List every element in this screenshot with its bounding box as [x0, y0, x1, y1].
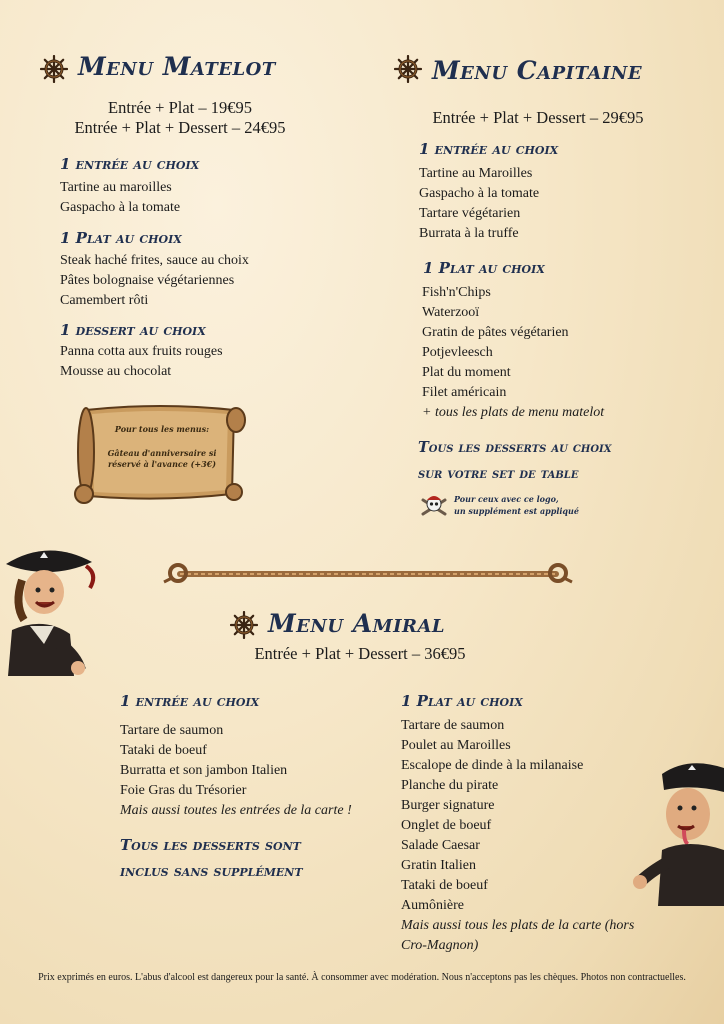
list-item: Waterzooï	[422, 305, 480, 320]
capitaine-plats-heading: 1 Plat au choix	[423, 259, 545, 277]
amiral-entrees-list	[120, 721, 352, 821]
footer-disclaimer: Prix exprimés en euros. L'abus d'alcool est dangereux pour la santé. À consommer avec modération. Nous n'acceptons pas les chèques. Photos non contractuelles.	[38, 972, 686, 983]
menu-amiral-title: Menu Amiral	[268, 609, 446, 638]
amiral-desserts-line1: Tous les desserts sont	[120, 836, 301, 854]
list-item: Burratta et son jambon Italien	[120, 763, 288, 778]
capitaine-price-line: Entrée + Plat + Dessert – 29€95	[432, 108, 644, 127]
matelot-desserts-heading: 1 dessert au choix	[60, 321, 206, 339]
menu-matelot-title: Menu Matelot	[78, 52, 276, 81]
list-item: Pâtes bolognaise végétariennes	[60, 273, 235, 288]
matelot-plats-list	[60, 251, 249, 311]
list-item: Tataki de boeuf	[120, 743, 207, 758]
list-item: Gratin Italien	[401, 858, 477, 873]
capitaine-desserts-line2: sur votre set de table	[418, 465, 579, 482]
list-item-note: Mais aussi toutes les entrées de la carte !	[120, 803, 352, 818]
pirate-sailor-illustration	[632, 758, 724, 906]
list-item: Tartine au Maroilles	[419, 166, 533, 181]
birthday-scroll	[72, 402, 248, 506]
capitaine-desserts-line1: Tous les desserts au choix	[418, 439, 612, 456]
list-item: Plat du moment	[422, 365, 511, 380]
matelot-desserts-list	[60, 342, 223, 382]
rope-divider	[160, 560, 576, 588]
supplement-note-line1: Pour ceux avec ce logo,	[454, 494, 559, 504]
list-item: Onglet de boeuf	[401, 818, 492, 833]
list-item: Tartare de saumon	[120, 723, 224, 738]
matelot-price-line1: Entrée + Plat – 19€95	[107, 98, 253, 117]
list-item: Panna cotta aux fruits rouges	[60, 344, 223, 359]
list-item: Potjevleesch	[422, 345, 493, 360]
list-item: Camembert rôti	[60, 293, 149, 308]
matelot-plats-heading: 1 Plat au choix	[60, 229, 182, 247]
ship-wheel-icon	[394, 55, 422, 83]
skull-crossbones-icon	[420, 492, 448, 518]
list-item: Gaspacho à la tomate	[419, 186, 540, 201]
list-item: Escalope de dinde à la milanaise	[401, 758, 584, 773]
list-item-note: + tous les plats de menu matelot	[422, 405, 605, 420]
matelot-price-line2: Entrée + Plat + Dessert – 24€95	[74, 118, 286, 137]
list-item: Mousse au chocolat	[60, 364, 172, 379]
list-item: Tartare de saumon	[401, 718, 505, 733]
list-item-note: Mais aussi tous les plats de la carte (hors	[401, 918, 635, 933]
scroll-line2: Gâteau d'anniversaire si réservé à l'avance (+3€)	[107, 448, 217, 469]
list-item: Planche du pirate	[401, 778, 499, 793]
amiral-plats-heading: 1 Plat au choix	[401, 692, 523, 710]
ship-wheel-icon	[40, 55, 68, 83]
amiral-desserts-line2: inclus sans supplément	[120, 862, 303, 880]
list-item: Filet américain	[422, 385, 507, 400]
capitaine-plats-list	[422, 283, 604, 423]
list-item: Tartine au maroilles	[60, 180, 172, 195]
list-item: Tartare végétarien	[419, 206, 521, 221]
list-item: Foie Gras du Trésorier	[120, 783, 247, 798]
list-item: Poulet au Maroilles	[401, 738, 511, 753]
amiral-entrees-heading: 1 entrée au choix	[120, 692, 260, 710]
list-item: Burrata à la truffe	[419, 226, 519, 241]
ship-wheel-icon	[230, 611, 258, 639]
amiral-plats-list	[401, 716, 634, 956]
matelot-entrees-list	[60, 178, 180, 218]
list-item: Gaspacho à la tomate	[60, 200, 181, 215]
list-item: Gratin de pâtes végétarien	[422, 325, 569, 340]
list-item-note: Cro-Magnon)	[401, 938, 479, 953]
supplement-note-line2: un supplément est appliqué	[454, 506, 579, 516]
list-item: Fish'n'Chips	[422, 285, 491, 300]
list-item: Salade Caesar	[401, 838, 480, 853]
scroll-line1: Pour tous les menus:	[114, 424, 210, 434]
list-item: Tataki de boeuf	[401, 878, 488, 893]
list-item: Burger signature	[401, 798, 495, 813]
list-item: Steak haché frites, sauce au choix	[60, 253, 249, 268]
amiral-price-line: Entrée + Plat + Dessert – 36€95	[254, 644, 466, 663]
capitaine-entrees-heading: 1 entrée au choix	[419, 140, 559, 158]
capitaine-entrees-list	[419, 164, 539, 244]
pirate-captain-illustration	[0, 544, 98, 676]
matelot-entrees-heading: 1 entrée au choix	[60, 155, 200, 173]
list-item: Aumônière	[401, 898, 464, 913]
menu-capitaine-title: Menu Capitaine	[432, 56, 643, 85]
